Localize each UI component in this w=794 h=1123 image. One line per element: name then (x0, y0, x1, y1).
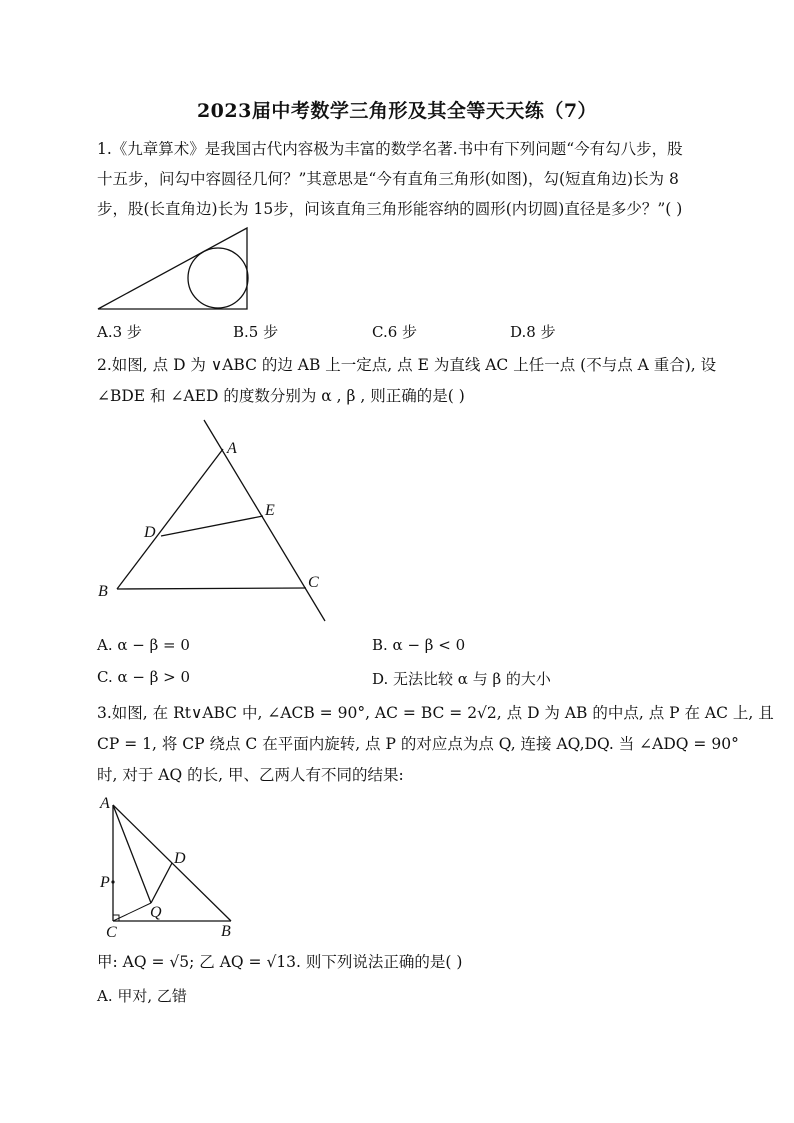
q2-label-b: B (98, 583, 108, 600)
page-title: 2023届中考数学三角形及其全等天天练（7） (196, 100, 598, 122)
q1-option-d[interactable]: D.8 步 (510, 323, 556, 341)
q3-right-triangle-figure (97, 795, 247, 940)
q3-label-q: Q (150, 904, 162, 921)
q2-triangle-figure (94, 418, 334, 628)
q1-line-3: 步，股(长直角边)长为 15步，问该直角三角形能容纳的圆形(内切圆)直径是多少？”( ) (97, 200, 683, 218)
q2-label-e: E (265, 502, 275, 519)
q3-option-a[interactable]: A. 甲对, 乙错 (97, 987, 187, 1005)
q1-option-b[interactable]: B.5 步 (233, 323, 279, 341)
q2-line-1: 2.如图, 点 D 为 ∨ABC 的边 AB 上一定点, 点 E 为直线 AC 上任一点 (不与点 A 重合), 设 (97, 356, 717, 374)
q2-option-c[interactable]: C. α − β > 0 (97, 668, 191, 686)
q3-label-a: A (100, 795, 110, 812)
q3-line-2: CP = 1, 将 CP 绕点 C 在平面内旋转, 点 P 的对应点为点 Q, 连接 AQ,DQ. 当 ∠ADQ = 90° (97, 735, 739, 753)
q1-option-a[interactable]: A.3 步 (97, 323, 142, 341)
q2-option-b[interactable]: B. α − β < 0 (372, 636, 466, 654)
q2-line-2: ∠BDE 和 ∠AED 的度数分别为 α , β , 则正确的是( ) (97, 387, 465, 405)
q2-label-c: C (308, 574, 319, 591)
q1-line-1: 1.《九章算术》是我国古代内容极为丰富的数学名著.书中有下列问题“今有勾八步，股 (97, 140, 683, 158)
q3-answer-line: 甲: AQ = √5; 乙 AQ = √13. 则下列说法正确的是( ) (97, 953, 463, 971)
q2-label-a: A (227, 440, 237, 457)
q3-line-1: 3.如图, 在 Rt∨ABC 中, ∠ACB = 90°, AC = BC = 2√2, 点 D 为 AB 的中点, 点 P 在 AC 上, 且 (97, 704, 774, 722)
q2-option-a[interactable]: A. α − β = 0 (97, 636, 190, 654)
q3-line-3: 时, 对于 AQ 的长, 甲、乙两人有不同的结果: (97, 766, 404, 784)
q2-label-d: D (144, 524, 156, 541)
q2-option-d[interactable]: D. 无法比较 α 与 β 的大小 (372, 670, 551, 688)
q3-label-b: B (221, 923, 231, 940)
q3-label-p: P (100, 874, 110, 891)
q3-label-d: D (174, 850, 186, 867)
q1-line-2: 十五步，问勾中容圆径几何？”其意思是“今有直角三角形(如图)，勾(短直角边)长为 8 (97, 170, 679, 188)
q1-incircle-triangle-figure (96, 226, 256, 316)
q1-option-c[interactable]: C.6 步 (372, 323, 418, 341)
q3-label-c: C (106, 924, 117, 941)
